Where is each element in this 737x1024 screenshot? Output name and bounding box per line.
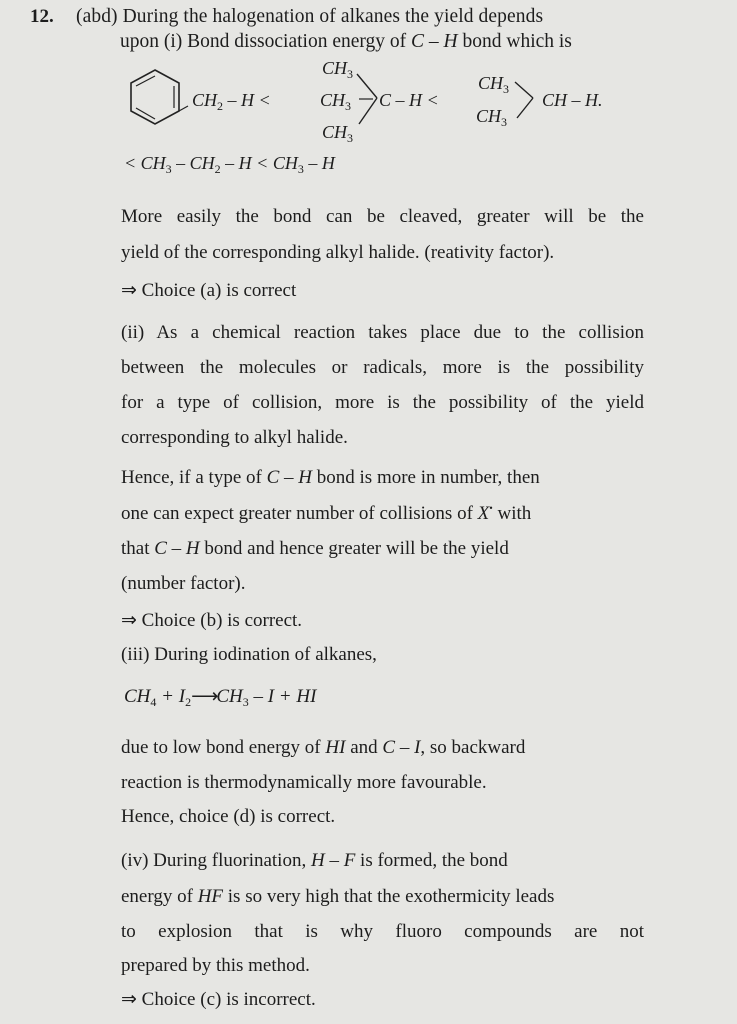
p6-line-4: prepared by this method.	[121, 955, 310, 976]
p5-line-1: due to low bond energy of HI and C – I, so backward	[121, 737, 526, 758]
p1-line-2: yield of the corresponding alkyl halide. (reativity factor).	[121, 242, 555, 263]
iodination-equation: $CH_4$ + $I_2⟶CH_3$ – I + HI	[124, 686, 317, 709]
tert-ch3-mid: $CH_3$	[320, 90, 352, 113]
p2-line-2: between the molecules or radicals, more is the possibility	[121, 357, 644, 378]
p3-line-4: (number factor).	[121, 573, 246, 594]
p3-choice-b: ⇒ Choice (b) is correct.	[121, 610, 303, 631]
intro-text: upon (i) Bond dissociation energy of	[120, 31, 412, 52]
p6-line-1: (iv) During fluorination, H – F is formed, the bond	[121, 850, 508, 871]
p2-line-3: for a type of collision, more is the possibility of the yield	[121, 392, 644, 413]
iso-ch: CH – H.	[542, 90, 603, 110]
p3-line-2: one can expect greater number of collisions of X• with	[121, 503, 532, 524]
formula-line-2: < $CH_3 - CH_2 - H < CH_3 - H$	[124, 153, 335, 176]
p1-choice-a: ⇒ Choice (a) is correct	[121, 280, 297, 301]
p6-line-3: to explosion that is why fluoro compounds are not	[121, 921, 644, 942]
intro-line-1: (abd) During the halogenation of alkanes the yield depends	[76, 6, 544, 27]
p5-line-2: reaction is thermodynamically more favourable.	[121, 772, 487, 793]
p6-choice-c: ⇒ Choice (c) is incorrect.	[121, 989, 316, 1010]
tert-ch3-top: $CH_3$	[322, 58, 354, 81]
iso-bracket-icon	[513, 80, 538, 125]
p4-line-1: (iii) During iodination of alkanes,	[121, 644, 377, 665]
p2-line-4: corresponding to alkyl halide.	[121, 427, 348, 448]
intro-text-end: bond which is	[457, 31, 572, 52]
iso-ch3-bot: $CH_3$	[476, 106, 508, 129]
benzene-ring-icon	[128, 68, 188, 128]
tert-ch3-bot: $CH_3$	[322, 122, 354, 145]
p5-choice-d: Hence, choice (d) is correct.	[121, 806, 336, 827]
tert-ch: C – H <	[379, 90, 439, 110]
question-number: 12.	[30, 6, 54, 27]
p3-line-3: that C – H bond and hence greater will be the yield	[121, 538, 509, 559]
ch-bond: C – H	[411, 31, 458, 52]
p3-line-1: Hence, if a type of C – H bond is more in number, then	[121, 467, 540, 488]
p1-line-1: More easily the bond can be cleaved, greater will be the	[121, 206, 644, 227]
intro-line-2	[120, 31, 572, 53]
arrow-icon: ⟶	[191, 686, 217, 707]
p2-line-1: (ii) As a chemical reaction takes place due to the collision	[121, 322, 644, 343]
iso-ch3-top: $CH_3$	[478, 73, 510, 96]
benzyl-ch: $CH_2$ – H <	[192, 90, 271, 113]
p6-line-2: energy of HF is so very high that the exothermicity leads	[121, 886, 555, 907]
